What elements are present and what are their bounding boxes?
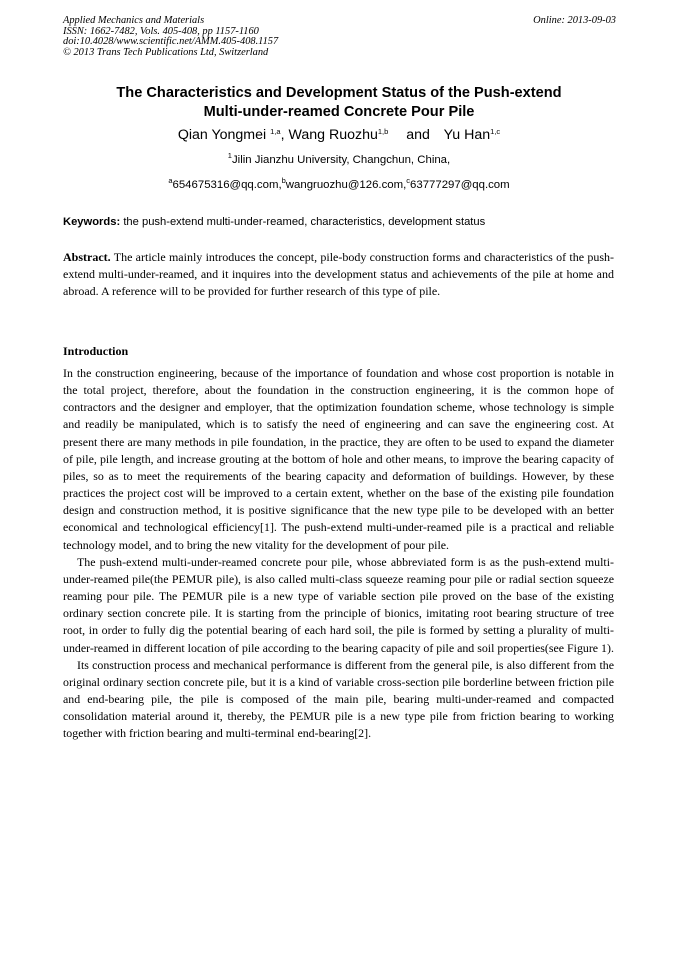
section-heading-introduction: Introduction [63,344,129,358]
abstract-label: Abstract. [63,250,111,264]
author-name: Qian Yongmei [177,127,267,143]
abstract-text: The article mainly introduces the concept, pile-body construction forms and characteristics of the push-extend multi-under-reamed, and it inquires into the development status and achievements of the pile at home and abroad. A reference will to be provided for further research of this type of pile. [63,250,614,299]
author-name: Yu Han [443,127,491,143]
title-line-2: Multi-under-reamed Concrete Pour Pile [203,104,475,120]
affiliation-text: Jilin Jianzhu University, Changchun, China, [231,154,451,166]
author-name: Wang Ruozhu [288,127,378,143]
keywords-label: Keywords: [63,216,121,228]
author-separator: , [280,127,285,143]
author-affiliation-mark: 1,b [377,127,389,136]
journal-header [63,16,616,58]
email-mark: a [168,176,173,185]
title-line-1: The Characteristics and Development Status of the Push-extend [116,85,562,101]
journal-name: Applied Mechanics and Materials [63,15,205,26]
abstract [63,249,614,301]
body-paragraph: The push-extend multi-under-reamed concrete pour pile, whose abbreviated form is as the push-extend multi-under-reamed pile(the PEMUR pile), is also called multi-class squeeze reaming pour pile or radial section squeeze reaming pour pile. The PEMUR pile is a new type of variable section pile proved on the base of the existing ordinary section concrete pile. It is starting from the principle of bionics, imitating root bearing structure of tree root, in order to fully dig the potential bearing of each hard soil, the pile is formed by setting a plurality of multi-under-reamed in different location of pile according to the bearing capacity of pile and soil properties(see Figure 1). [63,554,614,655]
body-paragraph: In the construction engineering, because of the importance of foundation and whose cost proportion is notable in the total project, therefore, about the foundation in the construction engineering, it is the common hope of contractors and the designer and employer, that the optimization foundation scheme, whose technology is simple and readily be manipulated, which is to satisfy the need of engineering and can save the engineering cost. At present there are many methods in pile foundation, in the practice, they are often to be used to expand the diameter of pile, pile length, and increase grouting at the bottom of hole and other means, to improve the bearing capacity of piles, so as to meet the requirements of the bearing capacity and deformation of buildings. However, by these practices the project cost will be improved to a certain extent, whether on the base of the existing pile foundation design and construction method, it is positive significance that the new type pile to be developed with an better economical and technological efficiency[1]. The push-extend multi-under-reamed pile is a practical and reliable technology model, and to bring the new vitality for the development of pour pile. [63,366,614,552]
affiliation-mark: 1 [227,151,232,160]
author-list [40,126,638,144]
author-separator: and [406,127,430,143]
affiliation [40,153,638,167]
body-paragraph: Its construction process and mechanical performance is different from the general pile, is also different from the original ordinary section concrete pile, but it is a kind of variable cross-section pile borderline between friction pile and end-bearing pile, the pile is composed of the main pile, bearing multi-under-reamed and compacted consolidation material around it, thereby, the PEMUR pile is a new type pile from friction bearing to working together with friction bearing and multi-terminal end-bearing[2]. [63,657,614,741]
email-link[interactable]: wangruozhu@126.com, [285,179,407,191]
author-affiliation-mark: 1,c [490,127,501,136]
author-affiliation-mark: 1,a [270,127,281,136]
email-link[interactable]: 654675316@qq.com, [172,179,282,191]
email-mark: c [406,176,411,185]
online-date: Online: 2013-09-03 [533,15,616,26]
email-link[interactable]: 63777297@qq.com [410,179,510,191]
introduction-body [63,365,614,742]
keywords [63,215,623,229]
issn-line: ISSN: 1662-7482, Vols. 405-408, pp 1157-1160 [63,25,259,37]
copyright-line: © 2013 Trans Tech Publications Ltd, Switzerland [63,46,269,58]
email-mark: b [281,176,286,185]
keywords-text: the push-extend multi-under-reamed, characteristics, development status [123,216,486,228]
doi-line: doi:10.4028/www.scientific.net/AMM.405-408.1157 [63,36,279,48]
paper-title [40,84,638,122]
author-emails [40,178,638,192]
